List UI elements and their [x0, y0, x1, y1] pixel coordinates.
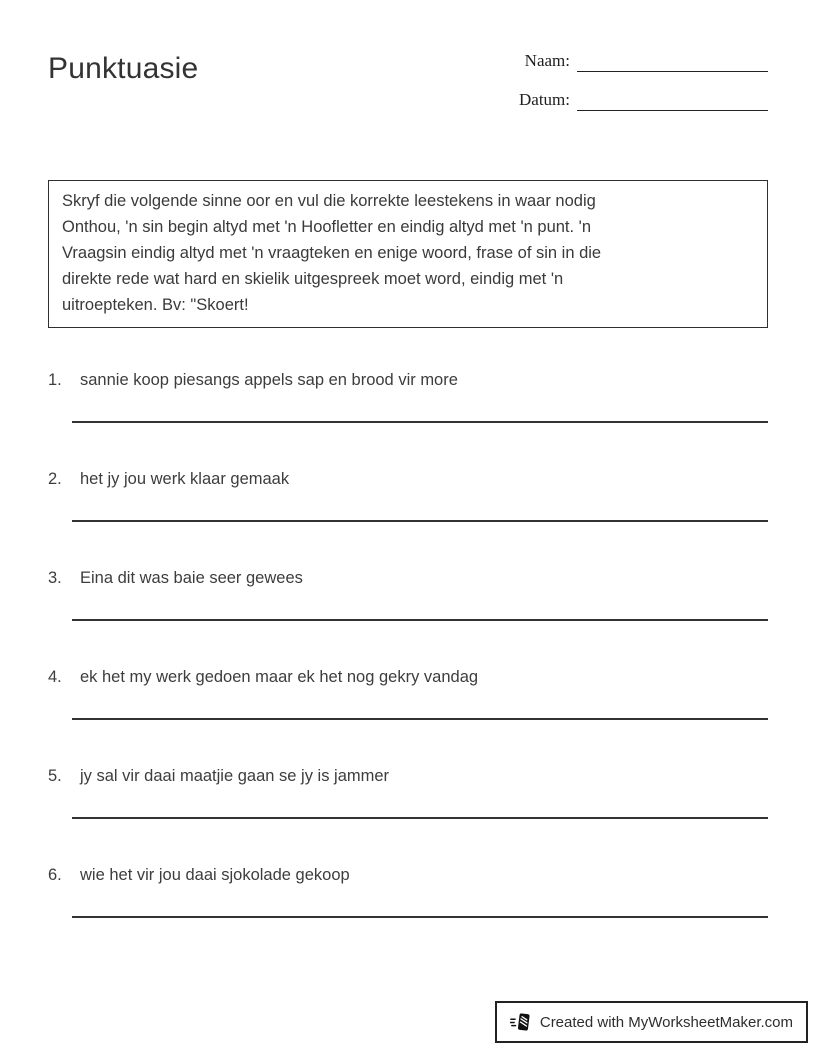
question-item [48, 666, 768, 720]
question-row [48, 567, 768, 589]
question-number: 2. [48, 470, 62, 488]
question-row [48, 468, 768, 490]
instruction-line: Vraagsin eindig altyd met 'n vraagteken en enige woord, frase of sin in die [62, 244, 602, 262]
question-list [48, 369, 768, 918]
question-number: 4. [48, 668, 62, 686]
answer-line [72, 916, 768, 918]
question-text: wie het vir jou daai sjokolade gekoop [80, 866, 350, 884]
date-field-row [506, 89, 768, 111]
question-row [48, 666, 768, 688]
question-text: het jy jou werk klaar gemaak [80, 470, 290, 488]
question-item [48, 567, 768, 621]
answer-line [72, 817, 768, 819]
answer-line [72, 421, 768, 423]
question-text: jy sal vir daai maatjie gaan se jy is jammer [80, 767, 390, 785]
question-number: 5. [48, 767, 62, 785]
answer-line [72, 718, 768, 720]
question-row [48, 864, 768, 886]
question-text: ek het my werk gedoen maar ek het nog gekry vandag [80, 668, 479, 686]
instruction-box [48, 180, 768, 328]
instruction-line: Skryf die volgende sinne oor en vul die korrekte leestekens in waar nodig [62, 192, 596, 210]
answer-line [72, 619, 768, 621]
page-title: Punktuasie [48, 52, 199, 85]
watermark-box [495, 1001, 808, 1043]
question-number: 1. [48, 371, 62, 389]
date-label: Datum: [519, 90, 570, 109]
header [48, 48, 768, 128]
question-item [48, 468, 768, 522]
question-item [48, 765, 768, 819]
name-label: Naam: [524, 51, 570, 70]
watermark-text: Created with MyWorksheetMaker.com [539, 1013, 793, 1031]
question-number: 6. [48, 866, 62, 884]
answer-line [72, 520, 768, 522]
instruction-line: uitroepteken. Bv: "Skoert! [62, 296, 249, 314]
question-row [48, 369, 768, 391]
instruction-line: Onthou, 'n sin begin altyd met 'n Hoofletter en eindig altyd met 'n punt. 'n [62, 218, 591, 236]
name-input-line [577, 50, 768, 72]
name-field-row [506, 50, 768, 72]
name-date-fields [506, 50, 768, 128]
question-text: sannie koop piesangs appels sap en brood vir more [80, 371, 458, 389]
question-row [48, 765, 768, 787]
worksheet-logo-icon [510, 1011, 532, 1033]
date-input-line [577, 89, 768, 111]
question-text: Eina dit was baie seer gewees [80, 569, 303, 587]
question-item [48, 369, 768, 423]
question-number: 3. [48, 569, 62, 587]
question-item [48, 864, 768, 918]
instruction-line: direkte rede wat hard en skielik uitgespreek moet word, eindig met 'n [62, 270, 564, 288]
